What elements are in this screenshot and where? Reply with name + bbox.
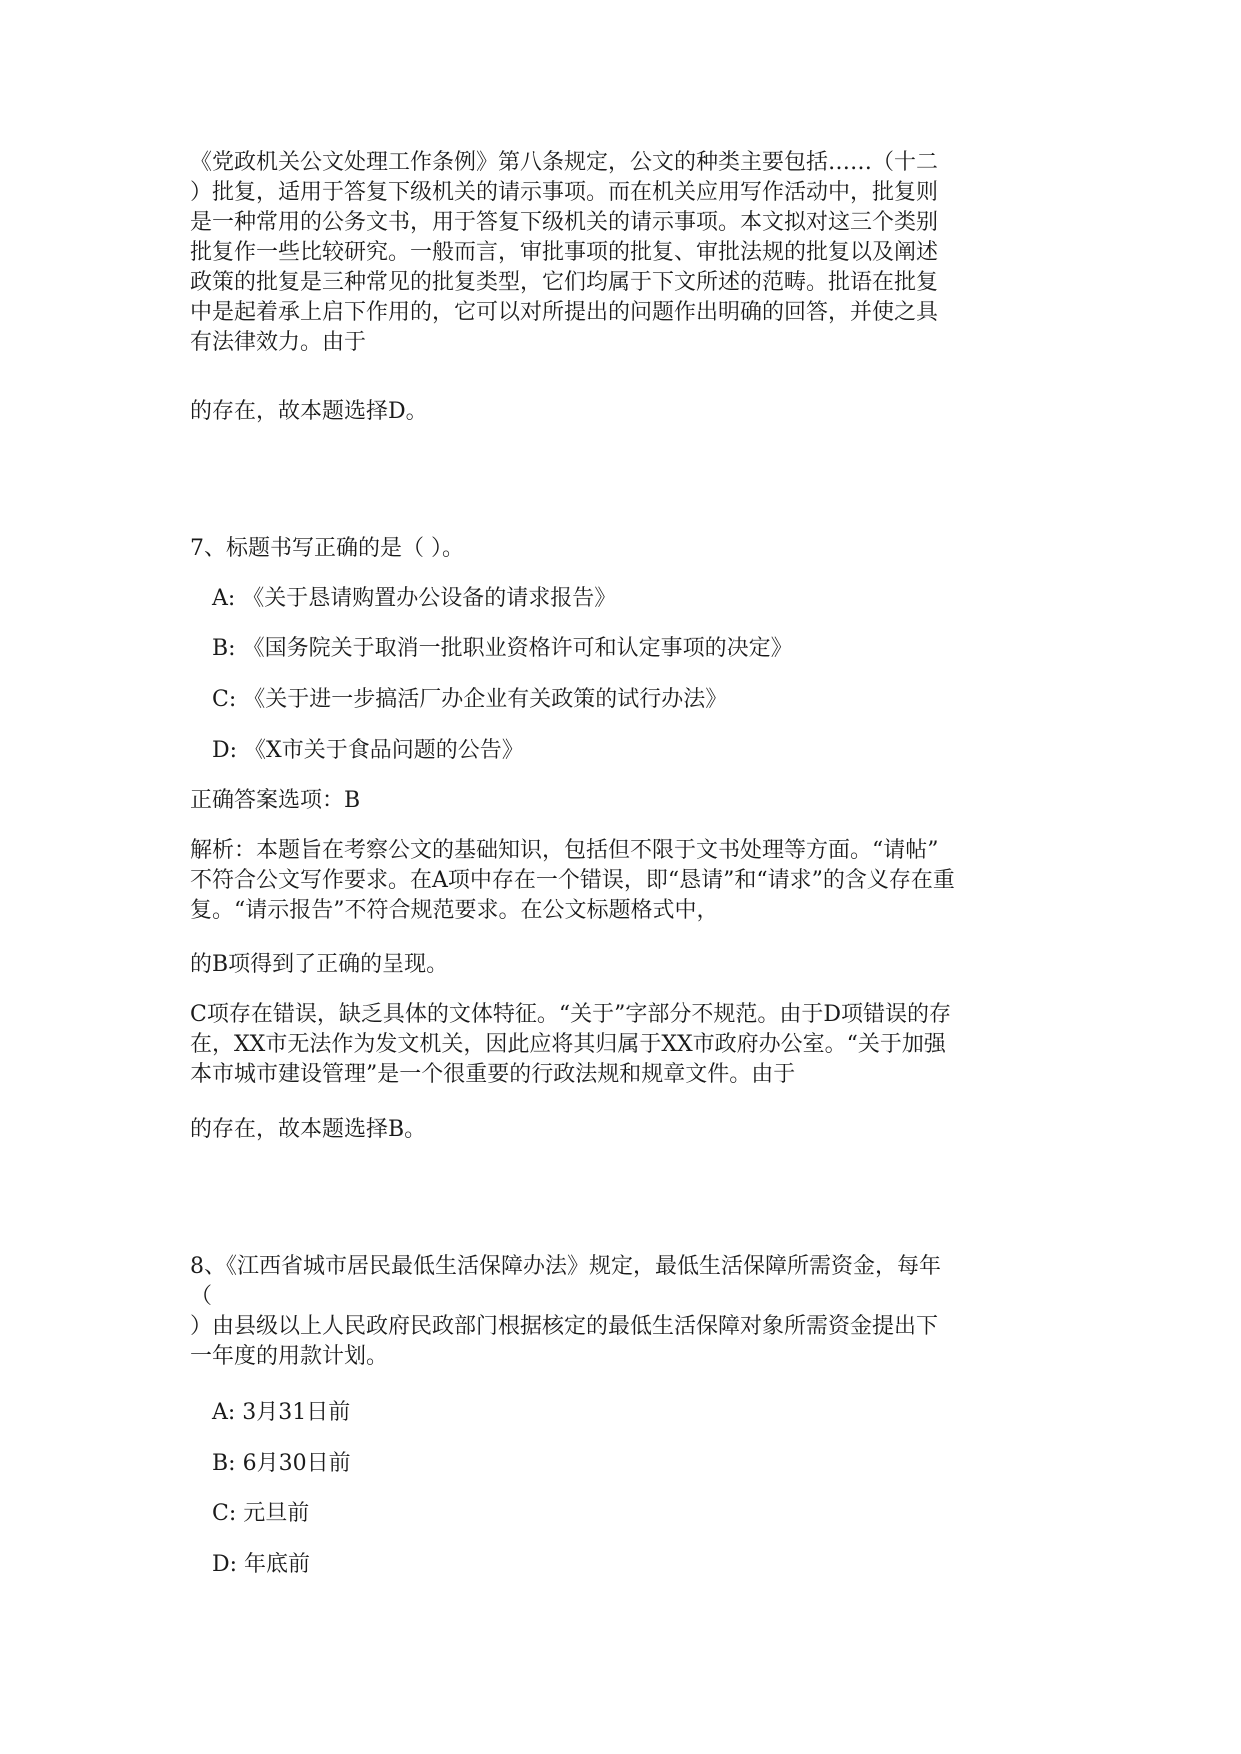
question-7-option-b: B: 《国务院关于取消一批职业资格许可和认定事项的决定》 <box>212 636 793 661</box>
question-7-analysis-part-2: 的B项得到了正确的呈现。 <box>190 952 449 977</box>
question-7-stem: 7、标题书写正确的是（ ）。 <box>190 536 464 561</box>
previous-analysis-paragraph: 《党政机关公文处理工作条例》第八条规定，公文的种类主要包括……（十二 ）批复，适用于答复下级机关的请示事项。而在机关应用写作活动中，批复则 是一种常用的公务文书，用于答复下级机关的请示事项。本文拟对这三个类别 批复作一些比较研究。一般而言，审批事项的批复、审批法规的批复以及阐述 政策的批复是三种常见的批复类型，它们均属于下文所述的范畴。批语在批复 中是起着承上启下作用的，它可以对所提出的问题作出明确的回答，并使之具 有法律效力。由于 <box>190 150 939 355</box>
question-7-analysis-part-3: C项存在错误，缺乏具体的文体特征。“关于”字部分不规范。由于D项错误的存 在，XX市无法作为发文机关，因此应将其归属于XX市政府办公室。“关于加强 本市城市建设管理”是一个很重要的行政法规和规章文件。由于 <box>190 1002 951 1087</box>
question-7-conclusion: 的存在，故本题选择B。 <box>190 1117 427 1142</box>
question-8-option-c: C: 元旦前 <box>212 1501 310 1526</box>
previous-conclusion: 的存在，故本题选择D。 <box>190 399 428 424</box>
question-8-option-d: D: 年底前 <box>212 1552 311 1577</box>
question-7-option-a: A: 《关于恳请购置办公设备的请求报告》 <box>212 586 617 611</box>
question-8-stem: 8、《江西省城市居民最低生活保障办法》规定，最低生活保障所需资金，每年 （ ）由县级以上人民政府民政部门根据核定的最低生活保障对象所需资金提出下 一年度的用款计划。 <box>190 1254 941 1369</box>
question-7-option-c: C: 《关于进一步搞活厂办企业有关政策的试行办法》 <box>212 687 728 712</box>
question-7-analysis-part-1: 解析：本题旨在考察公文的基础知识，包括但不限于文书处理等方面。“请帖” 不符合公文写作要求。在A项中存在一个错误，即“恳请”和“请求”的含义存在重 复。“请示报告”不符合规范要求。在公文标题格式中， <box>190 838 955 923</box>
question-8-option-b: B: 6月30日前 <box>212 1451 351 1476</box>
question-8-option-a: A: 3月31日前 <box>212 1400 351 1425</box>
question-7-option-d: D: 《X市关于食品问题的公告》 <box>212 738 524 763</box>
question-7-answer: 正确答案选项：B <box>190 788 361 813</box>
